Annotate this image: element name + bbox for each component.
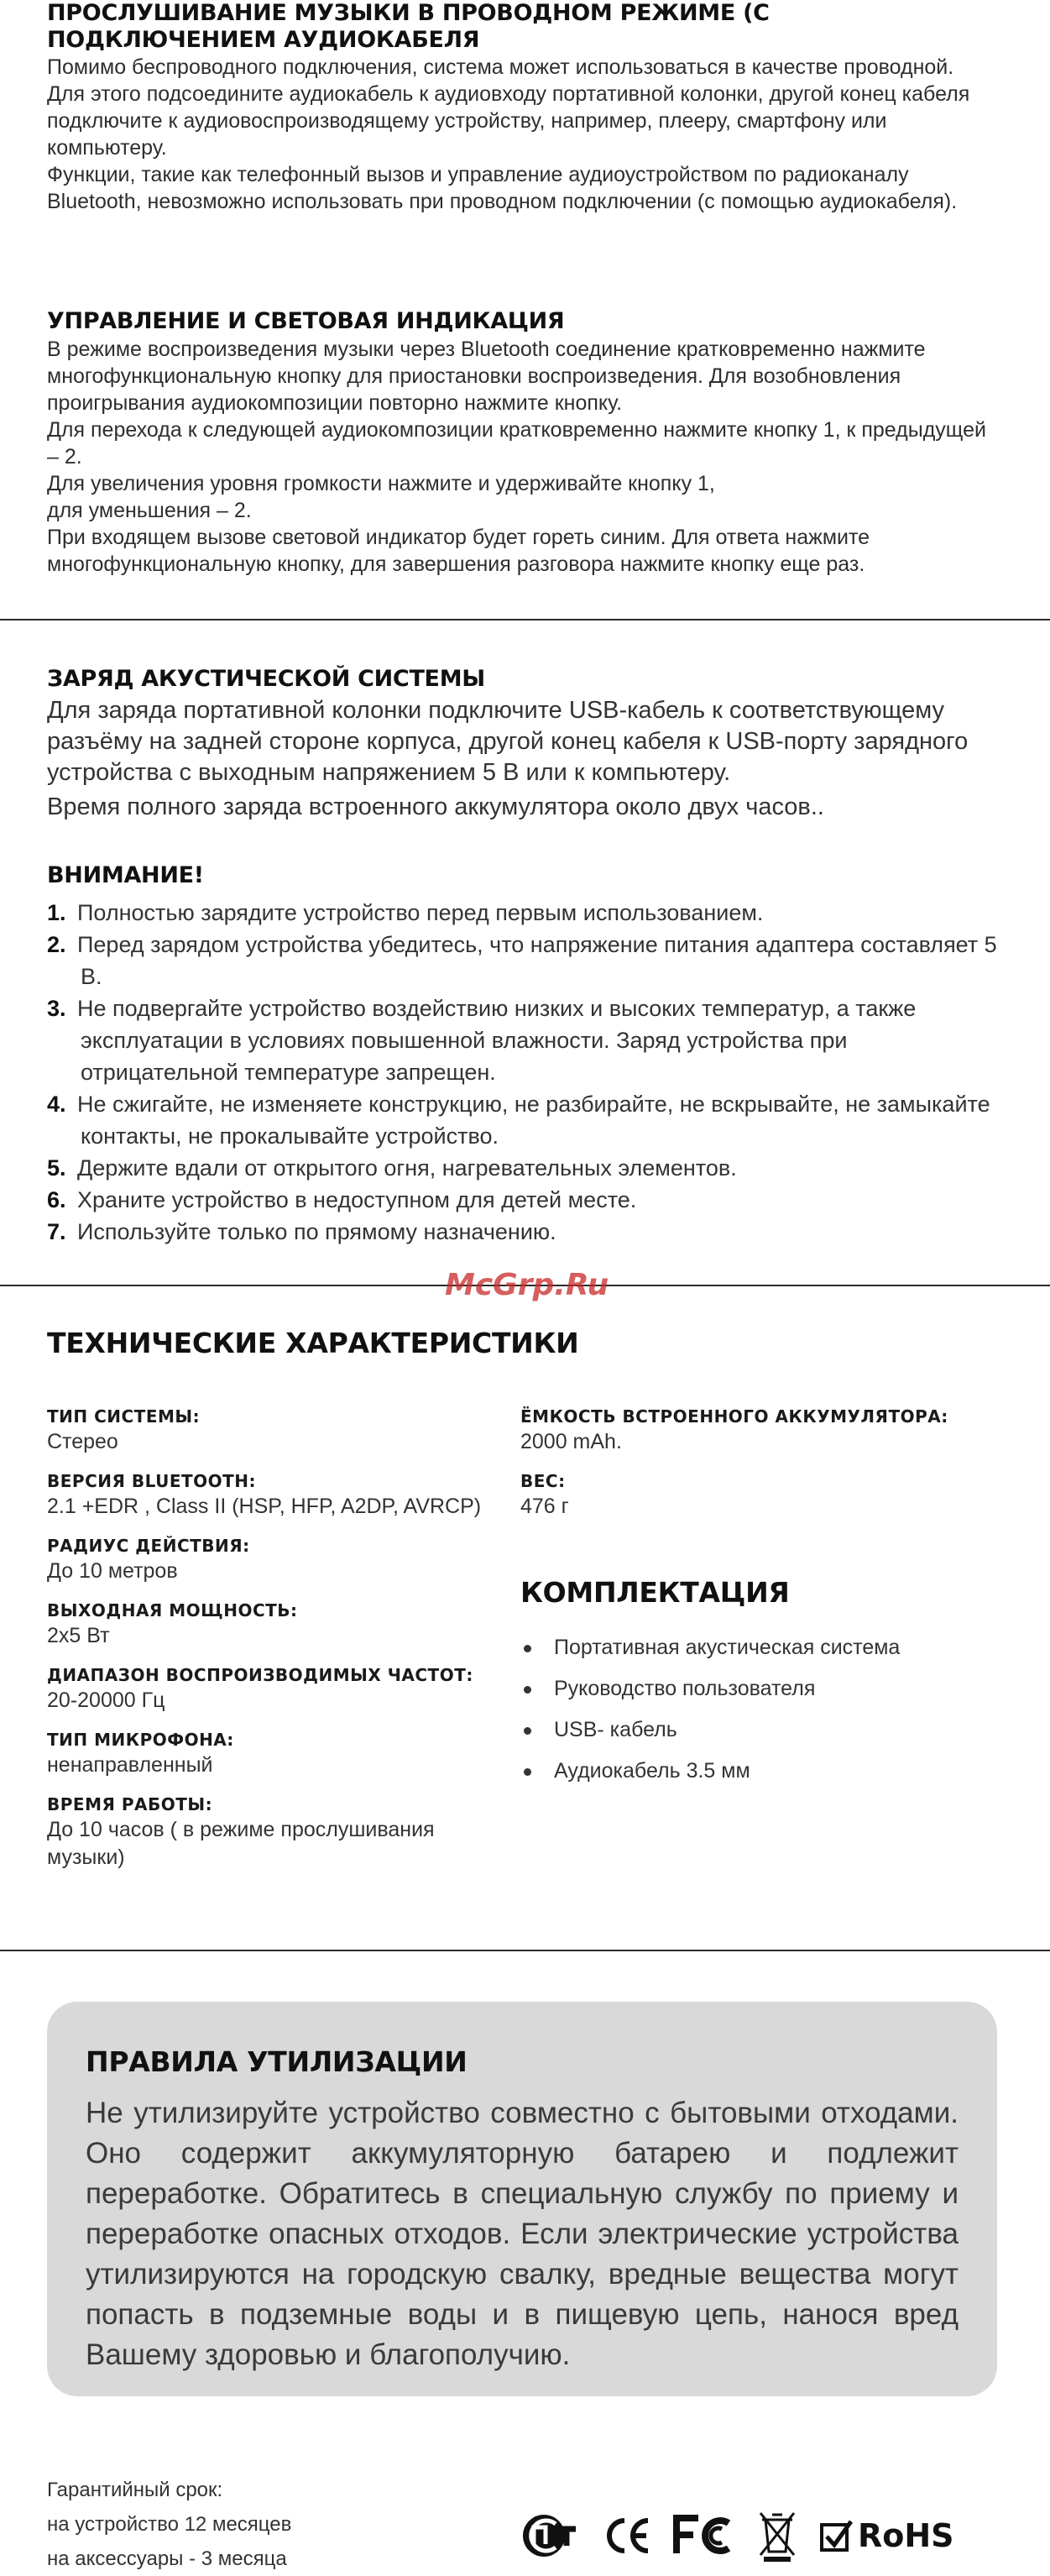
warning-item <box>47 929 1003 992</box>
spec-value: До 10 часов ( в режиме прослушивания музыки) <box>47 1818 435 1869</box>
spec-label: ТИП СИСТЕМЫ: <box>47 1406 201 1427</box>
control-paragraph: Для перехода к следующей аудиокомпозиции кратковременно нажмите кнопку 1, к предыдущей – 2. <box>47 418 986 469</box>
warning-item-text: Не подвергайте устройство воздействию низких и высоких температур, а также эксплуатации в условиях повышенной влажности. Заряд устройства при отрицательной температуре запрещен. <box>77 996 917 1085</box>
warning-item-text: Держите вдали от открытого огня, нагревательных элементов. <box>77 1155 737 1181</box>
spec-value: 2x5 Вт <box>47 1624 110 1647</box>
control-heading: УПРАВЛЕНИЕ И СВЕТОВАЯ ИНДИКАЦИЯ <box>47 308 565 334</box>
certification-logos <box>520 2498 954 2573</box>
warning-item-number: 5. <box>47 1155 66 1181</box>
warning-item-number: 3. <box>47 996 66 1021</box>
kit-list <box>520 1627 990 1792</box>
kit-item: Руководство пользователя <box>520 1668 990 1709</box>
charge-paragraph: Время полного заряда встроенного аккумулятора около двух часов.. <box>47 793 824 820</box>
warning-section <box>47 860 1003 1248</box>
specs-heading: ТЕХНИЧЕСКИЕ ХАРАКТЕРИСТИКИ <box>47 1327 579 1359</box>
spec-label: ЁМКОСТЬ ВСТРОЕННОГО АККУМУЛЯТОРА: <box>520 1406 948 1427</box>
warning-item-text: Перед зарядом устройства убедитесь, что напряжение питания адаптера составляет 5 В. <box>77 932 997 989</box>
warning-item <box>47 1152 1003 1184</box>
charge-paragraph: Для заряда портативной колонки подключите USB-кабель к соответствующему разъёму на задней стороне корпуса, другой конец кабеля к USB-порту зарядного устройства с выходным напряжением 5 В или к компьютеру. <box>47 697 969 786</box>
spec-value: 476 г <box>520 1495 569 1518</box>
warranty-device: на устройство 12 месяцев <box>47 2513 292 2536</box>
warning-item-number: 6. <box>47 1187 66 1212</box>
specs-left-column <box>47 1406 517 1887</box>
spec-label: РАДИУС ДЕЙСТВИЯ: <box>47 1536 250 1556</box>
spec-value: 2.1 +EDR , Class II (HSP, HFP, A2DP, AVRCP) <box>47 1495 482 1518</box>
charge-heading: ЗАРЯД АКУСТИЧЕСКОЙ СИСТЕМЫ <box>47 666 485 692</box>
wired-paragraph: Функции, такие как телефонный вызов и управление аудиоустройством по радиоканалу Bluetooth, невозможно использовать при проводном подключении (с помощью аудиокабеля). <box>47 163 958 213</box>
spec-value: Стерео <box>47 1430 118 1453</box>
disposal-heading: ПРАВИЛА УТИЛИЗАЦИИ <box>86 2045 468 2078</box>
charge-section <box>47 663 1003 823</box>
kit-item: Портативная акустическая система <box>520 1627 990 1668</box>
checkbox-check-icon <box>819 2518 854 2553</box>
warranty-title: Гарантийный срок: <box>47 2479 223 2501</box>
spec-label: ВЕРСИЯ BLUETOOTH: <box>47 1471 257 1491</box>
warranty-block <box>47 2473 291 2576</box>
specs-right-column <box>520 1406 990 1792</box>
spec-label: ВРЕМЯ РАБОТЫ: <box>47 1794 213 1814</box>
disposal-box <box>47 2002 997 2396</box>
control-paragraph: для уменьшения – 2. <box>47 499 252 522</box>
rohs-label: RoHS <box>858 2517 954 2554</box>
control-paragraph: В режиме воспроизведения музыки через Bluetooth соединение кратковременно нажмите многофункциональную кнопку для приостановки воспроизведения. Для возобновления проигрывания аудиокомпозиции повторно нажмите кнопку. <box>47 338 926 415</box>
fcc-mark-icon <box>673 2515 735 2557</box>
control-paragraph: При входящем вызове световой индикатор будет гореть синим. Для ответа нажмите многофункциональную кнопку, для завершения разговора нажмите кнопку еще раз. <box>47 526 870 576</box>
section-divider <box>0 619 1050 620</box>
spec-label: ВЕС: <box>520 1471 566 1491</box>
warning-item-text: Не сжигайте, не изменяете конструкцию, не разбирайте, не вскрывайте, не замыкайте контакты, не прокалывайте устройство. <box>77 1092 990 1149</box>
watermark-text: McGrp.Ru <box>445 1268 609 1302</box>
spec-label: ДИАПАЗОН ВОСПРОИЗВОДИМЫХ ЧАСТОТ: <box>47 1665 473 1685</box>
rohs-mark <box>819 2517 954 2554</box>
spec-value: ненаправленный <box>47 1753 213 1777</box>
wired-heading: ПРОСЛУШИВАНИЕ МУЗЫКИ В ПРОВОДНОМ РЕЖИМЕ (С ПОДКЛЮЧЕНИЕМ АУДИОКАБЕЛЯ <box>47 0 770 53</box>
warning-item-number: 4. <box>47 1092 66 1117</box>
warning-item <box>47 1216 1003 1248</box>
kit-heading: КОМПЛЕКТАЦИЯ <box>520 1576 790 1609</box>
disposal-text: Не утилизируйте устройство совместно с бытовыми отходами. Оно содержит аккумуляторную батарею и подлежит переработке. Обратитесь в специальную службу по приему и переработке опасных отходов. Если электрические устройства утилизируются на городскую свалку, вредные вещества могут попасть в подземные воды и в пищевую цепь, нанося вред Вашему здоровью и благополучию. <box>86 2097 959 2371</box>
warning-item <box>47 992 1003 1088</box>
section-divider <box>0 1950 1050 1951</box>
warning-item <box>47 1184 1003 1216</box>
warning-item <box>47 1088 1003 1152</box>
warning-item-number: 7. <box>47 1219 66 1244</box>
warning-item-text: Храните устройство в недоступном для детей месте. <box>77 1187 637 1212</box>
weee-crossed-bin-icon <box>757 2508 797 2563</box>
spec-value: 2000 mAh. <box>520 1430 622 1453</box>
spec-label: ТИП МИКРОФОНА: <box>47 1730 234 1750</box>
wired-paragraph: Помимо беспроводного подключения, система может использоваться в качестве проводной. <box>47 55 954 79</box>
warranty-accessories: на аксессуары - 3 месяца <box>47 2547 287 2570</box>
spec-value: 20-20000 Гц <box>47 1689 165 1712</box>
control-section <box>47 307 1003 578</box>
kit-item: USB- кабель <box>520 1709 990 1751</box>
warning-item-number: 2. <box>47 932 66 957</box>
kit-item: Аудиокабель 3.5 мм <box>520 1751 990 1792</box>
pct-eac-mark-icon <box>520 2512 581 2559</box>
wired-paragraph: Для этого подсоедините аудиокабель к аудиовходу портативной колонки, другой конец кабеля подключите к аудиовоспроизводящему устройству, например, плееру, смартфону или компьютеру. <box>47 82 970 160</box>
warning-heading: ВНИМАНИЕ! <box>47 862 204 888</box>
warning-item-number: 1. <box>47 900 66 925</box>
spec-label: ВЫХОДНАЯ МОЩНОСТЬ: <box>47 1600 298 1620</box>
control-paragraph: Для увеличения уровня громкости нажмите и удерживайте кнопку 1, <box>47 472 715 495</box>
warning-item <box>47 897 1003 929</box>
wired-section <box>47 0 1003 215</box>
ce-mark-icon <box>603 2516 651 2556</box>
warning-item-text: Полностью зарядите устройство перед первым использованием. <box>77 900 764 925</box>
specs-section <box>47 1327 1003 1359</box>
spec-value: До 10 метров <box>47 1559 178 1583</box>
warning-list <box>47 897 1003 1248</box>
warning-item-text: Используйте только по прямому назначению. <box>77 1219 556 1244</box>
